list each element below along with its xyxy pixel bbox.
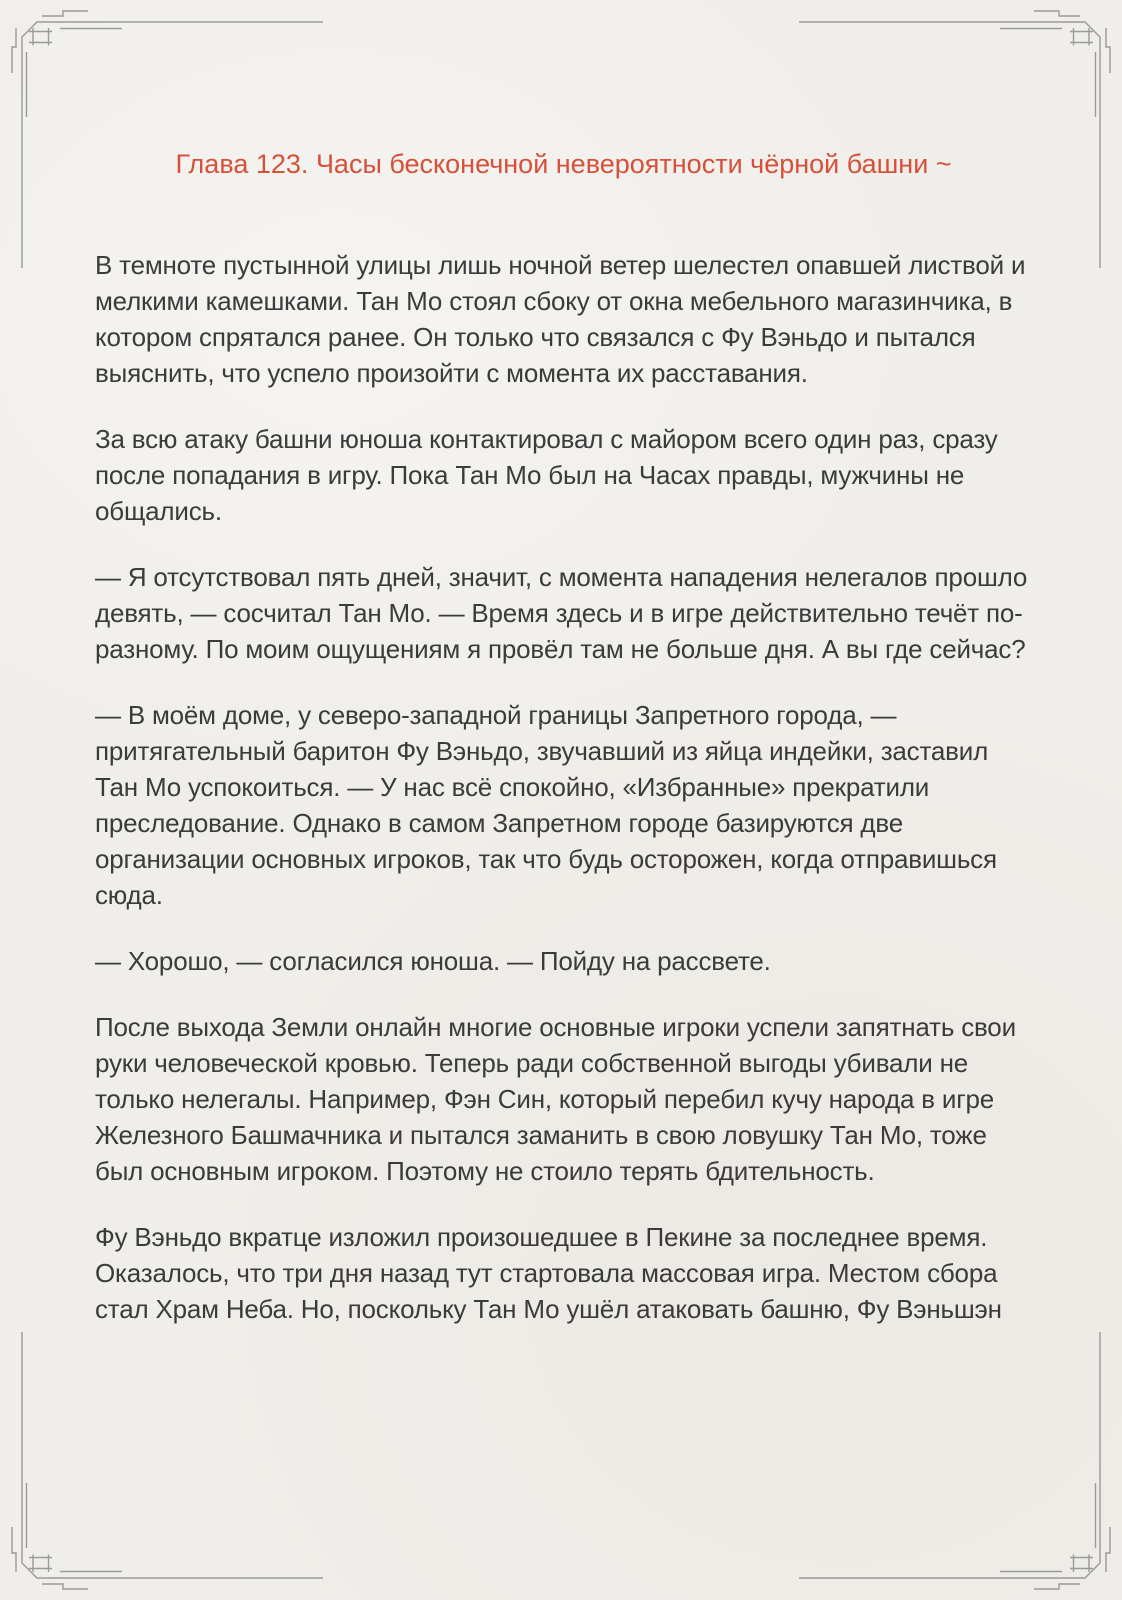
chapter-title: Глава 123. Часы бесконечной невероятности чёрной башни ~: [175, 149, 952, 179]
paragraph: За всю атаку башни юноша контактировал с майором всего один раз, сразу после попадания в игру. Пока Тан Мо был на Часах правды, мужчины не общались.: [95, 424, 998, 526]
paragraph: — Хорошо, — согласился юноша. — Пойду на рассвете.: [95, 946, 771, 976]
paragraph: — В моём доме, у северо-западной границы Запретного города, — притягательный баритон Фу Вэньдо, звучавший из яйца индейки, заставил Тан Мо успокоиться. — У нас всё спокойно, «Избранные» прекратили преследование. Однако в самом Запретном городе базируются две организации основных игроков, так что будь осторожен, когда отправишься сюда.: [95, 700, 997, 910]
paragraph: Фу Вэньдо вкратце изложил произошедшее в Пекине за последнее время. Оказалось, что три дня назад тут стартовала массовая игра. Местом сбора стал Храм Неба. Но, поскольку Тан Мо ушёл атаковать башню, Фу Вэньшэн: [95, 1222, 1002, 1324]
paragraph: В темноте пустынной улицы лишь ночной ветер шелестел опавшей листвой и мелкими камешками. Тан Мо стоял сбоку от окна мебельного магазинчика, в котором спрятался ранее. Он только что связался с Фу Вэньдо и пытался выяснить, что успело произойти с момента их расставания.: [95, 250, 1026, 388]
corner-ornament-bottom-right: [799, 1332, 1110, 1589]
chapter-body: [95, 247, 1032, 1327]
paragraph: После выхода Земли онлайн многие основные игроки успели запятнать свои руки человеческой кровью. Теперь ради собственной выгоды убивали не только нелегалы. Например, Фэн Син, который перебил кучу народа в игре Железного Башмачника и пытался заманить в свою ловушку Тан Мо, тоже был основным игроком. Поэтому не стоило терять бдительность.: [95, 1012, 1016, 1186]
page-content: [95, 0, 1032, 1357]
corner-ornament-bottom-left: [12, 1332, 323, 1589]
paragraph: — Я отсутствовал пять дней, значит, с момента нападения нелегалов прошло девять, — сосчитал Тан Мо. — Время здесь и в игре действительно течёт по-разному. По моим ощущениям я провёл там не больше дня. А вы где сейчас?: [95, 562, 1028, 664]
